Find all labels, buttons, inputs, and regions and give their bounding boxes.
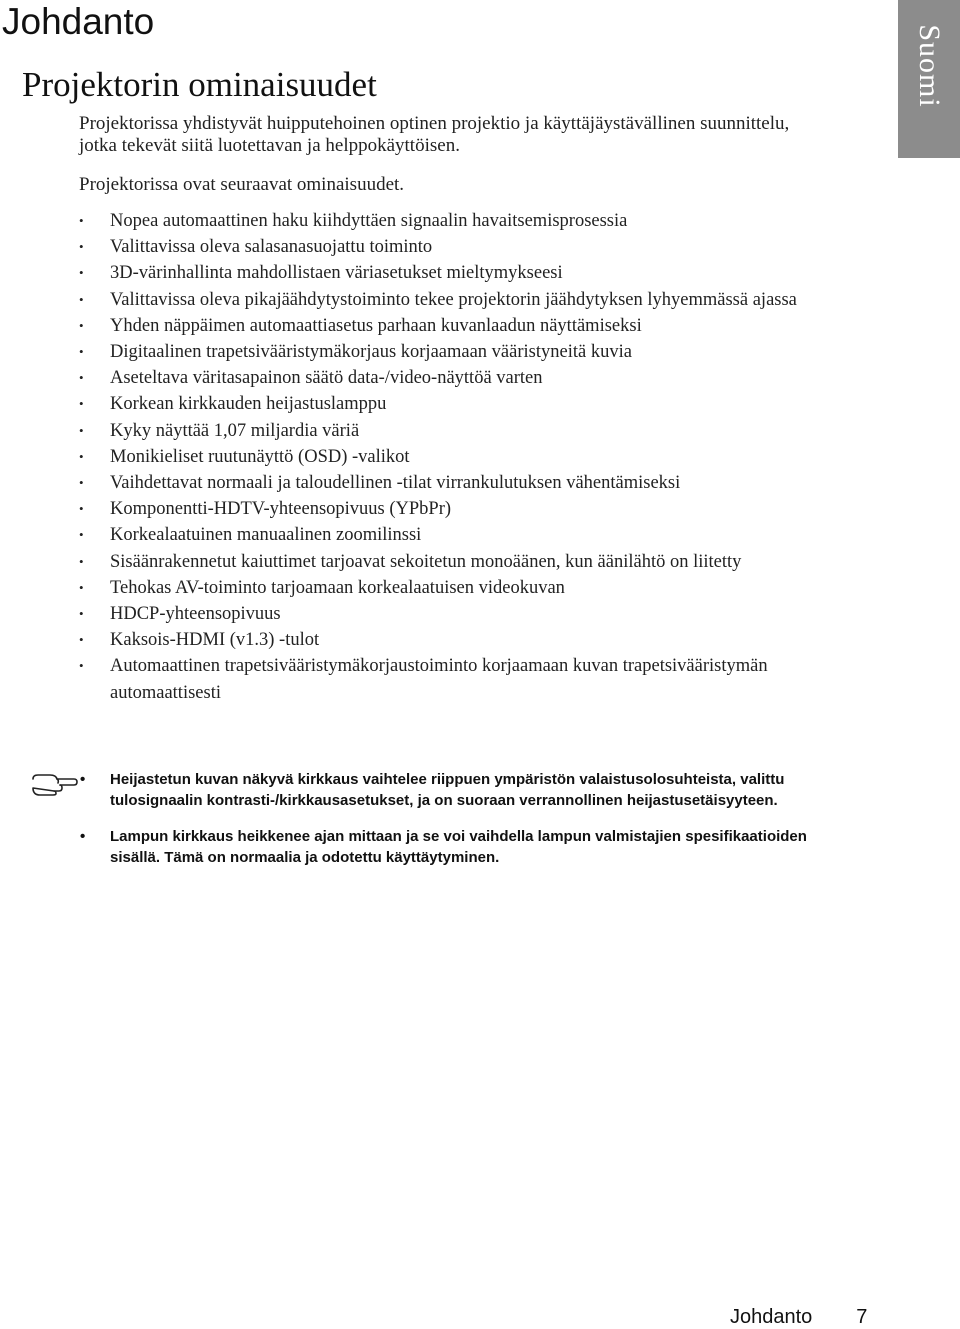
bullet: • bbox=[79, 606, 84, 622]
pointing-hand-icon bbox=[30, 770, 78, 796]
list-item bbox=[79, 470, 859, 496]
bullet: • bbox=[79, 658, 84, 674]
bullet: • bbox=[79, 239, 84, 255]
bullet: • bbox=[79, 396, 84, 412]
bullet: • bbox=[79, 579, 84, 595]
note-item bbox=[80, 827, 860, 868]
feature-text: Nopea automaattinen haku kiihdyttäen signaalin havaitsemisprosessia bbox=[110, 211, 628, 231]
bullet: • bbox=[79, 422, 84, 438]
list-item bbox=[79, 496, 859, 522]
list-item bbox=[79, 601, 859, 627]
feature-text: Korkealaatuinen manuaalinen zoomilinssi bbox=[110, 525, 422, 546]
feature-text: Valittavissa oleva salasanasuojattu toiminto bbox=[110, 237, 433, 258]
list-item bbox=[79, 653, 859, 705]
bullet: • bbox=[79, 317, 84, 333]
feature-text: Automaattinen trapetsivääristymäkorjaustoiminto korjaamaan kuvan trapetsivääristymän automaattisesti bbox=[110, 656, 768, 703]
list-item bbox=[79, 208, 859, 234]
list-item bbox=[79, 418, 859, 444]
bullet: • bbox=[79, 475, 84, 491]
list-item bbox=[79, 260, 859, 286]
bullet: • bbox=[79, 344, 84, 360]
feature-list bbox=[79, 208, 859, 706]
list-item bbox=[79, 549, 859, 575]
bullet: • bbox=[79, 553, 84, 569]
list-item bbox=[79, 575, 859, 601]
list-item bbox=[79, 627, 859, 653]
page-number: 7 bbox=[856, 1306, 868, 1328]
bullet: • bbox=[79, 448, 84, 464]
feature-text: Valittavissa oleva pikajäähdytystoiminto tekee projektorin jäähdytyksen lyhyemmässä ajassa bbox=[110, 289, 797, 310]
feature-text: 3D-värinhallinta mahdollistaen väriasetukset mieltymykseesi bbox=[110, 263, 563, 284]
feature-text: Monikieliset ruutunäyttö (OSD) -valikot bbox=[110, 446, 410, 467]
intro-lead-in: Projektorissa ovat seuraavat ominaisuudet. bbox=[79, 174, 405, 195]
feature-text: Kaksois-HDMI (v1.3) -tulot bbox=[110, 630, 320, 651]
language-tab-label: Suomi bbox=[913, 24, 946, 108]
feature-text: Komponentti-HDTV-yhteensopivuus (YPbPr) bbox=[110, 499, 452, 520]
feature-text: Digitaalinen trapetsivääristymäkorjaus korjaamaan vääristyneitä kuvia bbox=[110, 342, 632, 363]
bullet: • bbox=[79, 291, 84, 307]
bullet: • bbox=[80, 771, 86, 788]
feature-text: Tehokas AV-toiminto tarjoamaan korkealaatuisen videokuvan bbox=[110, 577, 565, 598]
list-item bbox=[79, 444, 859, 470]
list-item bbox=[79, 522, 859, 548]
note-item bbox=[80, 770, 860, 811]
bullet: • bbox=[79, 213, 84, 228]
intro-paragraph: Projektorissa yhdistyvät huipputehoinen optinen projektio ja käyttäjäystävällinen suunnittelu, jotka tekevät siitä luotettavan ja helppokäyttöisen. bbox=[79, 113, 790, 156]
bullet: • bbox=[79, 370, 84, 386]
bullet: • bbox=[80, 828, 86, 845]
note-list bbox=[80, 770, 860, 884]
list-item bbox=[79, 234, 859, 260]
page-footer bbox=[730, 1305, 867, 1329]
footer-section-name: Johdanto bbox=[730, 1306, 813, 1328]
feature-text: Aseteltava väritasapainon säätö data-/video-näyttöä varten bbox=[110, 368, 543, 389]
note-text: Lampun kirkkaus heikkenee ajan mittaan ja se voi vaihdella lampun valmistajien spesifikaatioiden sisällä. Tämä on normaalia ja odotettu käyttäytyminen. bbox=[110, 828, 807, 866]
feature-text: HDCP-yhteensopivuus bbox=[110, 604, 281, 625]
list-item bbox=[79, 339, 859, 365]
bullet: • bbox=[79, 265, 84, 281]
feature-text: Sisäänrakennetut kaiuttimet tarjoavat sekoitetun monoäänen, kun äänilähtö on liitetty bbox=[110, 551, 742, 572]
chapter-title: Johdanto bbox=[2, 1, 155, 42]
bullet: • bbox=[79, 632, 84, 648]
list-item bbox=[79, 365, 859, 391]
language-tab bbox=[898, 0, 960, 158]
list-item bbox=[79, 287, 859, 313]
list-item bbox=[79, 313, 859, 339]
feature-text: Korkean kirkkauden heijastuslamppu bbox=[110, 394, 387, 415]
bullet: • bbox=[79, 527, 84, 543]
note-text: Heijastetun kuvan näkyvä kirkkaus vaihtelee riippuen ympäristön valaistusolosuhteista, valittu tulosignaalin kontrasti-/kirkkausasetukset, ja on suoraan verrannollinen heijastusetäisyyteen. bbox=[110, 771, 785, 809]
feature-text: Yhden näppäimen automaattiasetus parhaan kuvanlaadun näyttämiseksi bbox=[110, 315, 642, 336]
feature-text: Vaihdettavat normaali ja taloudellinen -tilat virrankulutuksen vähentämiseksi bbox=[110, 473, 681, 494]
section-title: Projektorin ominaisuudet bbox=[22, 65, 377, 104]
bullet: • bbox=[79, 501, 84, 517]
feature-text: Kyky näyttää 1,07 miljardia väriä bbox=[110, 420, 360, 441]
list-item bbox=[79, 391, 859, 417]
